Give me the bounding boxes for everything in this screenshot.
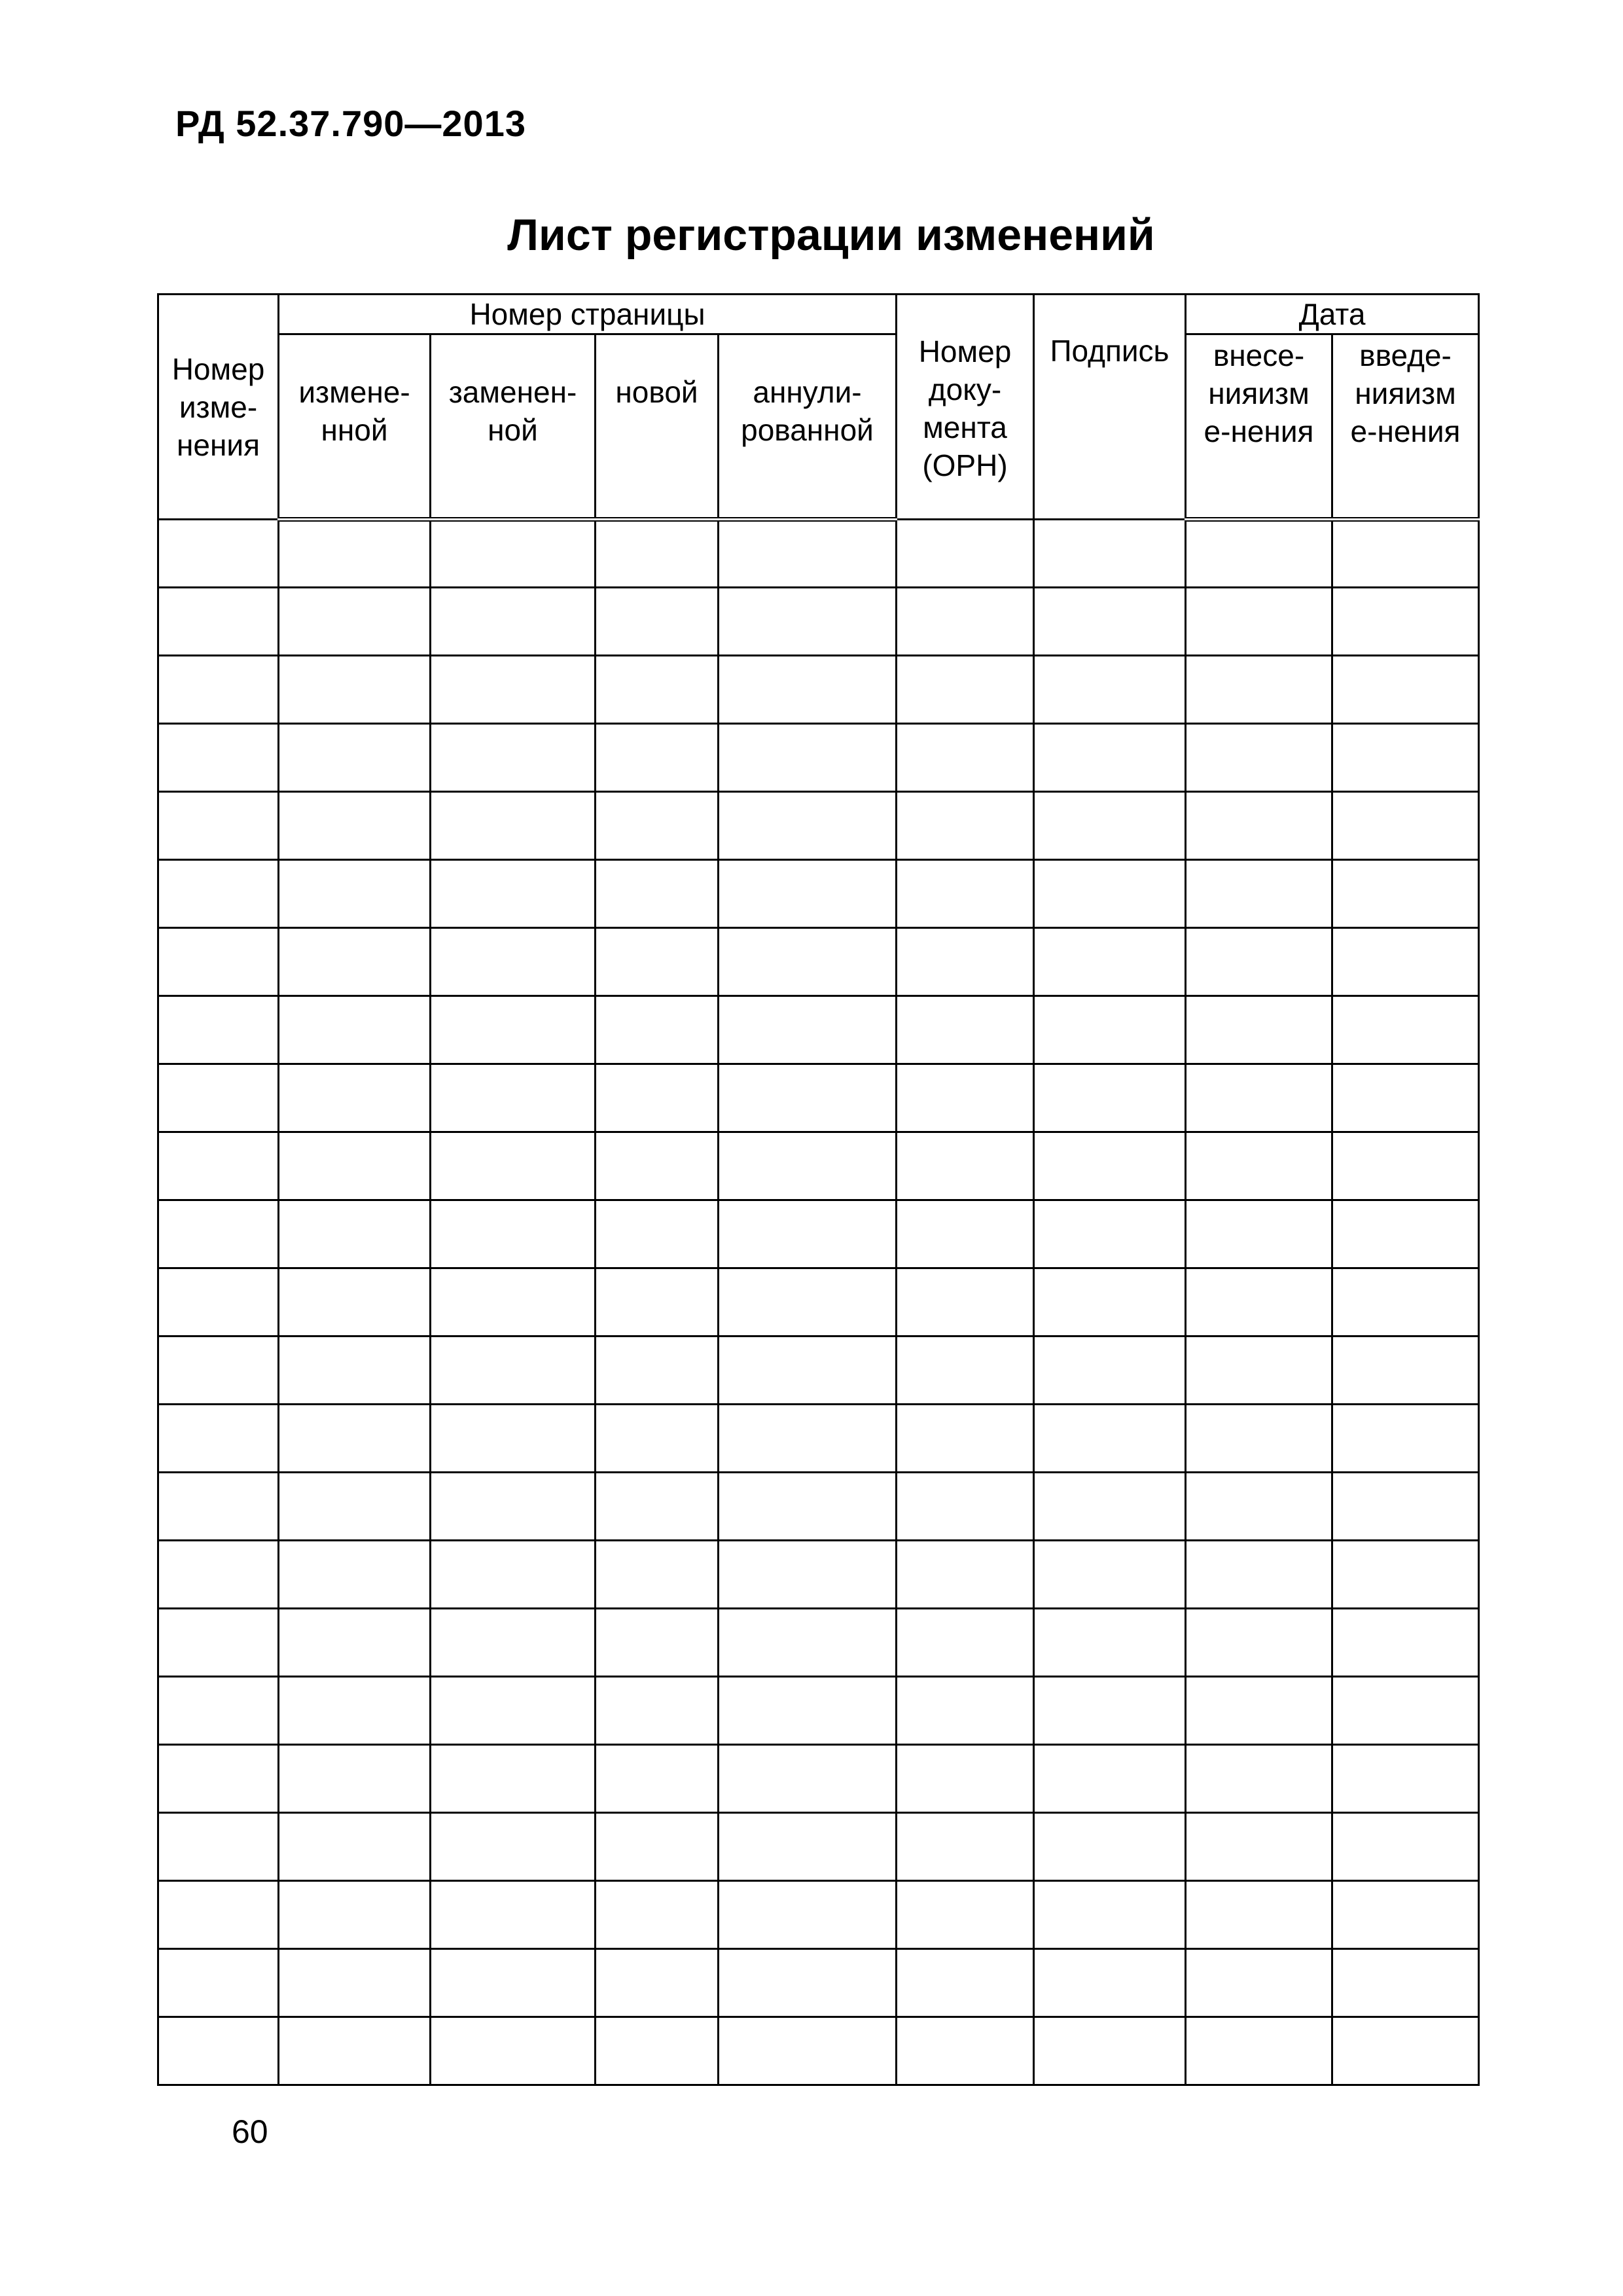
table-cell bbox=[1332, 1268, 1479, 1336]
table-row bbox=[158, 2017, 1479, 2085]
group-date-label: Дата bbox=[1298, 297, 1366, 331]
table-row bbox=[158, 860, 1479, 928]
col-changed bbox=[279, 334, 431, 520]
table-cell bbox=[279, 520, 431, 588]
table-cell bbox=[1332, 1677, 1479, 1745]
col-date-entered bbox=[1186, 334, 1332, 520]
table-cell bbox=[596, 588, 719, 656]
table-cell bbox=[1332, 1200, 1479, 1268]
table-cell bbox=[158, 1949, 279, 2017]
table-cell bbox=[1034, 1336, 1186, 1405]
table-cell bbox=[1034, 1473, 1186, 1541]
table-cell bbox=[1034, 656, 1186, 724]
table-cell bbox=[719, 1132, 897, 1200]
table-cell bbox=[158, 1405, 279, 1473]
table-cell bbox=[719, 1268, 897, 1336]
table-cell bbox=[158, 1200, 279, 1268]
table-cell bbox=[1034, 1541, 1186, 1609]
table-row bbox=[158, 1609, 1479, 1677]
table-cell bbox=[431, 1881, 596, 1949]
col-date-introduced-label: введе- нияизм е-нения bbox=[1350, 338, 1461, 448]
group-date bbox=[1186, 295, 1479, 334]
table-cell bbox=[431, 996, 596, 1064]
table-cell bbox=[1332, 1813, 1479, 1881]
table-row bbox=[158, 724, 1479, 792]
table-cell bbox=[1332, 1132, 1479, 1200]
table-cell bbox=[1034, 588, 1186, 656]
table-cell bbox=[596, 1745, 719, 1813]
table-cell bbox=[596, 2017, 719, 2085]
document-code: РД 52.37.790—2013 bbox=[175, 103, 526, 144]
table-cell bbox=[897, 1881, 1034, 1949]
table-cell bbox=[158, 1541, 279, 1609]
table-cell bbox=[431, 1609, 596, 1677]
table-cell bbox=[158, 520, 279, 588]
table-cell bbox=[1332, 520, 1479, 588]
table-cell bbox=[719, 2017, 897, 2085]
table-cell bbox=[431, 1268, 596, 1336]
table-cell bbox=[897, 792, 1034, 860]
table-cell bbox=[596, 928, 719, 996]
table-cell bbox=[596, 656, 719, 724]
table-cell bbox=[431, 1949, 596, 2017]
table-cell bbox=[279, 1064, 431, 1132]
table-cell bbox=[596, 1881, 719, 1949]
table-cell bbox=[279, 724, 431, 792]
table-cell bbox=[1186, 1813, 1332, 1881]
table-cell bbox=[897, 656, 1034, 724]
table-cell bbox=[1034, 2017, 1186, 2085]
table-cell bbox=[1186, 792, 1332, 860]
table-cell bbox=[158, 1473, 279, 1541]
table-row bbox=[158, 1132, 1479, 1200]
table-cell bbox=[1332, 1064, 1479, 1132]
table-cell bbox=[431, 860, 596, 928]
table-cell bbox=[431, 928, 596, 996]
table-cell bbox=[1186, 1677, 1332, 1745]
table-cell bbox=[431, 2017, 596, 2085]
table-cell bbox=[279, 1132, 431, 1200]
table-cell bbox=[431, 520, 596, 588]
table-cell bbox=[1332, 1949, 1479, 2017]
table-cell bbox=[1186, 1473, 1332, 1541]
table-cell bbox=[719, 860, 897, 928]
table-row bbox=[158, 1336, 1479, 1405]
table-cell bbox=[1186, 1336, 1332, 1405]
table-cell bbox=[897, 996, 1034, 1064]
table-cell bbox=[1332, 1336, 1479, 1405]
table-cell bbox=[1034, 1268, 1186, 1336]
table-cell bbox=[1332, 1473, 1479, 1541]
table-row bbox=[158, 520, 1479, 588]
group-page-number bbox=[279, 295, 897, 334]
table-cell bbox=[1034, 1064, 1186, 1132]
table-header-row-2 bbox=[158, 334, 1479, 520]
table-cell bbox=[897, 1405, 1034, 1473]
table-cell bbox=[596, 1268, 719, 1336]
col-signature-label: Подпись bbox=[1050, 334, 1169, 368]
table-cell bbox=[158, 1745, 279, 1813]
table-cell bbox=[1034, 1881, 1186, 1949]
table-cell bbox=[897, 1473, 1034, 1541]
table-cell bbox=[431, 1541, 596, 1609]
table-cell bbox=[1186, 656, 1332, 724]
table-cell bbox=[279, 1268, 431, 1336]
table-cell bbox=[158, 1132, 279, 1200]
col-document-number-label: Номер доку- мента (ОРН) bbox=[918, 334, 1012, 482]
table-cell bbox=[158, 588, 279, 656]
table-cell bbox=[897, 1200, 1034, 1268]
table-cell bbox=[279, 996, 431, 1064]
table-row bbox=[158, 588, 1479, 656]
table-cell bbox=[719, 1745, 897, 1813]
col-change-number-label: Номер изме- нения bbox=[171, 351, 265, 462]
table-cell bbox=[431, 1745, 596, 1813]
table-row bbox=[158, 656, 1479, 724]
table-cell bbox=[1186, 1064, 1332, 1132]
table-row bbox=[158, 928, 1479, 996]
table-cell bbox=[897, 1609, 1034, 1677]
table-cell bbox=[1332, 2017, 1479, 2085]
table-cell bbox=[719, 1881, 897, 1949]
table-cell bbox=[1332, 928, 1479, 996]
table-cell bbox=[1186, 1609, 1332, 1677]
table-cell bbox=[1186, 1200, 1332, 1268]
table-cell bbox=[1034, 1200, 1186, 1268]
table-cell bbox=[158, 1677, 279, 1745]
table-cell bbox=[1332, 1881, 1479, 1949]
table-cell bbox=[1034, 1132, 1186, 1200]
table-cell bbox=[596, 520, 719, 588]
table-cell bbox=[431, 656, 596, 724]
table-cell bbox=[1186, 724, 1332, 792]
table-cell bbox=[1186, 1949, 1332, 2017]
table-cell bbox=[596, 1064, 719, 1132]
table-cell bbox=[897, 1064, 1034, 1132]
table-cell bbox=[279, 860, 431, 928]
table-header-row-1 bbox=[158, 295, 1479, 334]
table-cell bbox=[719, 792, 897, 860]
table-cell bbox=[1034, 520, 1186, 588]
table-cell bbox=[431, 588, 596, 656]
table-cell bbox=[897, 1336, 1034, 1405]
table-cell bbox=[279, 1200, 431, 1268]
table-cell bbox=[1332, 996, 1479, 1064]
table-cell bbox=[279, 1541, 431, 1609]
table-cell bbox=[897, 1132, 1034, 1200]
table-cell bbox=[596, 1541, 719, 1609]
table-row bbox=[158, 792, 1479, 860]
page-number: 60 bbox=[232, 2113, 268, 2150]
table-cell bbox=[596, 724, 719, 792]
table-row bbox=[158, 1200, 1479, 1268]
table-cell bbox=[1034, 792, 1186, 860]
table-cell bbox=[279, 1405, 431, 1473]
table-cell bbox=[279, 1473, 431, 1541]
table-cell bbox=[596, 792, 719, 860]
table-cell bbox=[719, 1405, 897, 1473]
table-cell bbox=[1332, 1541, 1479, 1609]
table-cell bbox=[1186, 1132, 1332, 1200]
table-cell bbox=[279, 1609, 431, 1677]
col-date-introduced bbox=[1332, 334, 1479, 520]
table-cell bbox=[719, 520, 897, 588]
table-cell bbox=[1332, 1609, 1479, 1677]
table-cell bbox=[897, 588, 1034, 656]
table-body bbox=[158, 520, 1479, 2085]
table-cell bbox=[719, 1473, 897, 1541]
col-replaced bbox=[431, 334, 596, 520]
table-cell bbox=[1186, 1881, 1332, 1949]
table-cell bbox=[596, 996, 719, 1064]
table-cell bbox=[719, 1336, 897, 1405]
table-cell bbox=[897, 520, 1034, 588]
table-cell bbox=[1332, 1405, 1479, 1473]
table-cell bbox=[719, 1949, 897, 2017]
table-cell bbox=[1034, 1813, 1186, 1881]
table-cell bbox=[158, 1813, 279, 1881]
table-row bbox=[158, 1064, 1479, 1132]
table-cell bbox=[1034, 1405, 1186, 1473]
table-cell bbox=[158, 1064, 279, 1132]
table-cell bbox=[279, 1813, 431, 1881]
table-row bbox=[158, 1949, 1479, 2017]
table-cell bbox=[279, 656, 431, 724]
col-signature bbox=[1034, 295, 1186, 520]
table-cell bbox=[1186, 1745, 1332, 1813]
table-cell bbox=[158, 1336, 279, 1405]
table-cell bbox=[897, 1813, 1034, 1881]
table-cell bbox=[596, 1813, 719, 1881]
table-row bbox=[158, 1813, 1479, 1881]
table-cell bbox=[897, 860, 1034, 928]
table-cell bbox=[1034, 1949, 1186, 2017]
table-cell bbox=[431, 1064, 596, 1132]
table-cell bbox=[431, 792, 596, 860]
table-row bbox=[158, 1745, 1479, 1813]
table-cell bbox=[596, 1677, 719, 1745]
group-page-number-label: Номер страницы bbox=[469, 297, 705, 331]
table-cell bbox=[1186, 2017, 1332, 2085]
table-cell bbox=[897, 1677, 1034, 1745]
table-cell bbox=[279, 1881, 431, 1949]
table-cell bbox=[719, 724, 897, 792]
table-cell bbox=[431, 1473, 596, 1541]
table-cell bbox=[1332, 860, 1479, 928]
table-cell bbox=[158, 792, 279, 860]
page-title: Лист регистрации изменений bbox=[507, 210, 1155, 260]
table-cell bbox=[431, 1813, 596, 1881]
table-cell bbox=[897, 928, 1034, 996]
table-cell bbox=[719, 1064, 897, 1132]
table-row bbox=[158, 1268, 1479, 1336]
table-cell bbox=[1186, 1541, 1332, 1609]
table-row bbox=[158, 1677, 1479, 1745]
table-cell bbox=[1034, 724, 1186, 792]
table-cell bbox=[596, 1473, 719, 1541]
col-document-number bbox=[897, 295, 1034, 520]
table-cell bbox=[431, 1132, 596, 1200]
table-cell bbox=[158, 996, 279, 1064]
table-cell bbox=[1332, 588, 1479, 656]
table-cell bbox=[897, 724, 1034, 792]
table-cell bbox=[596, 1200, 719, 1268]
table-cell bbox=[158, 724, 279, 792]
table-cell bbox=[279, 2017, 431, 2085]
table-cell bbox=[1034, 1677, 1186, 1745]
table-cell bbox=[1332, 724, 1479, 792]
table-cell bbox=[596, 1949, 719, 2017]
table-cell bbox=[158, 928, 279, 996]
table-cell bbox=[719, 1813, 897, 1881]
table-row bbox=[158, 1881, 1479, 1949]
table-cell bbox=[1186, 588, 1332, 656]
table-cell bbox=[279, 1745, 431, 1813]
table-cell bbox=[596, 860, 719, 928]
table-cell bbox=[158, 860, 279, 928]
table-cell bbox=[897, 2017, 1034, 2085]
table-cell bbox=[1186, 1405, 1332, 1473]
table-cell bbox=[1186, 928, 1332, 996]
table-cell bbox=[1186, 1268, 1332, 1336]
table-cell bbox=[1186, 520, 1332, 588]
col-new-label: новой bbox=[615, 375, 698, 409]
col-changed-label: измене- нной bbox=[298, 375, 410, 447]
table-cell bbox=[897, 1949, 1034, 2017]
table-cell bbox=[719, 996, 897, 1064]
table-cell bbox=[1332, 656, 1479, 724]
table-cell bbox=[158, 1268, 279, 1336]
col-replaced-label: заменен- ной bbox=[448, 375, 577, 447]
col-annulled-label: аннули- рованной bbox=[741, 375, 874, 447]
table-cell bbox=[279, 1677, 431, 1745]
table-cell bbox=[1034, 996, 1186, 1064]
table-cell bbox=[596, 1336, 719, 1405]
table-cell bbox=[897, 1268, 1034, 1336]
table-cell bbox=[1034, 1745, 1186, 1813]
table-cell bbox=[719, 588, 897, 656]
table-cell bbox=[1034, 860, 1186, 928]
table-cell bbox=[279, 588, 431, 656]
change-registration-table bbox=[157, 293, 1480, 2086]
table-cell bbox=[431, 1200, 596, 1268]
col-annulled bbox=[719, 334, 897, 520]
table-cell bbox=[1332, 1745, 1479, 1813]
table-cell bbox=[279, 792, 431, 860]
table-cell bbox=[1034, 928, 1186, 996]
table-cell bbox=[431, 1336, 596, 1405]
table-row bbox=[158, 1405, 1479, 1473]
table-cell bbox=[719, 1677, 897, 1745]
table-row bbox=[158, 1473, 1479, 1541]
table-cell bbox=[1332, 792, 1479, 860]
table-cell bbox=[158, 1609, 279, 1677]
table-cell bbox=[279, 928, 431, 996]
table-cell bbox=[719, 928, 897, 996]
table-row bbox=[158, 1541, 1479, 1609]
table-cell bbox=[158, 2017, 279, 2085]
table-cell bbox=[158, 656, 279, 724]
table-cell bbox=[897, 1541, 1034, 1609]
table-cell bbox=[279, 1336, 431, 1405]
table-row bbox=[158, 996, 1479, 1064]
col-new bbox=[596, 334, 719, 520]
table-cell bbox=[596, 1609, 719, 1677]
table-cell bbox=[1186, 996, 1332, 1064]
table-cell bbox=[158, 1881, 279, 1949]
table-cell bbox=[279, 1949, 431, 2017]
table-cell bbox=[596, 1405, 719, 1473]
table-cell bbox=[719, 1541, 897, 1609]
table-cell bbox=[431, 1405, 596, 1473]
table-cell bbox=[431, 1677, 596, 1745]
table-cell bbox=[719, 1200, 897, 1268]
table-cell bbox=[719, 1609, 897, 1677]
table-cell bbox=[596, 1132, 719, 1200]
col-change-number bbox=[158, 295, 279, 520]
table-cell bbox=[719, 656, 897, 724]
table-cell bbox=[1186, 860, 1332, 928]
table-cell bbox=[431, 724, 596, 792]
table-cell bbox=[1034, 1609, 1186, 1677]
col-date-entered-label: внесе- нияизм е-нения bbox=[1204, 338, 1314, 448]
table-cell bbox=[897, 1745, 1034, 1813]
